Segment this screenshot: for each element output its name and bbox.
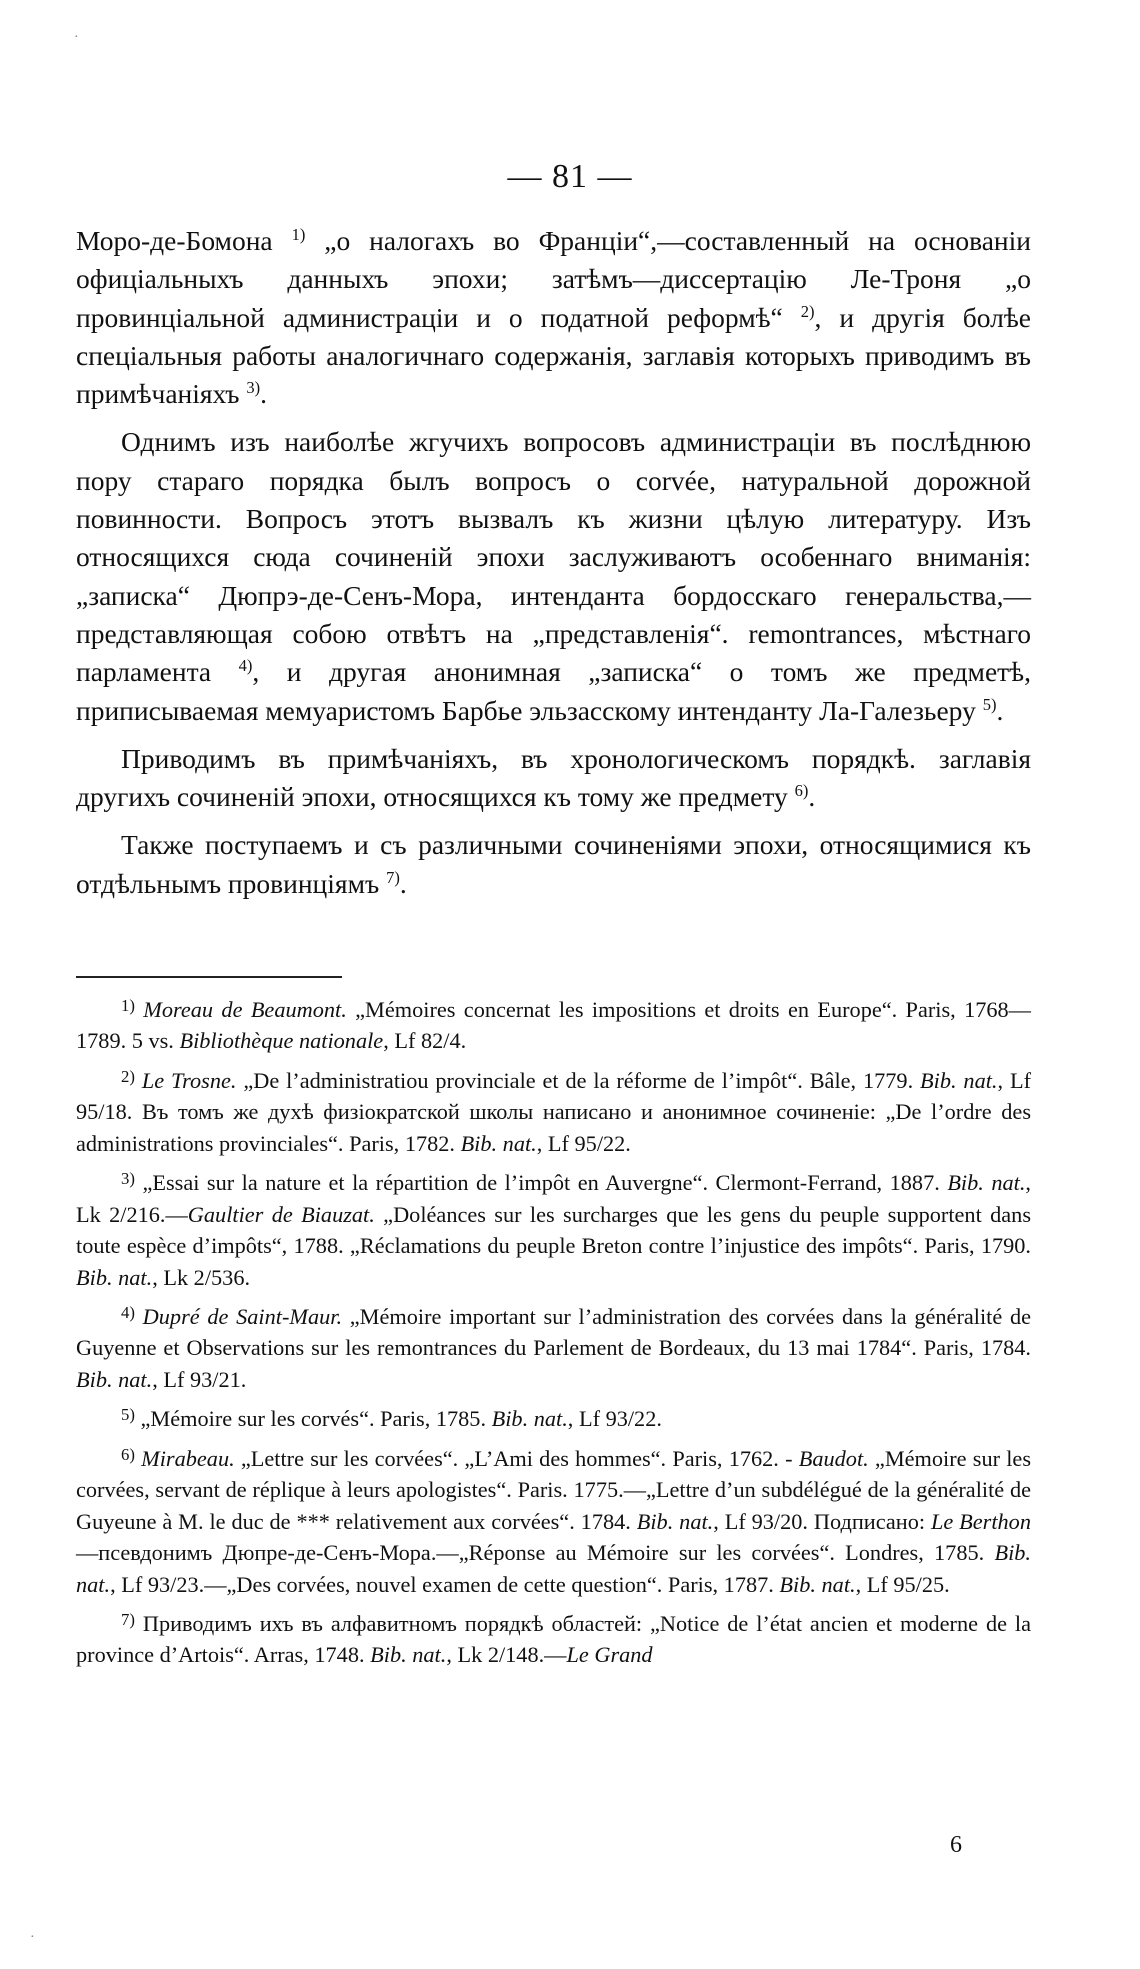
scan-speck: · [30, 1930, 35, 1945]
footnote-ref: 6) [794, 781, 809, 801]
footnote [76, 1399, 1031, 1434]
text-run: „Mémoire sur les corvées, servant de réplique à leurs apologistes“. Paris. 1775.—„Lettre d’un subdélégué de la généralité de Guyeune à M. le duc de *** relativement aux corvées“. 1784. [76, 1445, 1031, 1534]
footnote [76, 1297, 1031, 1395]
italic-citation: Baudot. [798, 1445, 869, 1471]
text-run: , Lk 2/216.— [76, 1170, 1031, 1227]
text-run: , и другія болѣе спеціальныя работы аналогичнаго содержанія, заглавія которыхъ приводимъ въ примѣчаніяхъ [76, 301, 1032, 410]
text-run: , Lf 93/21. [152, 1366, 247, 1392]
text-run: Приводимъ въ примѣчаніяхъ, въ хронологическомъ порядкѣ. заглавія другихъ сочиненій эпохи, относящихся къ тому же предмету [76, 742, 1031, 813]
text-run: , Lf 93/23.—„Des corvées, nouvel examen de cette question“. Paris, 1787. [110, 1571, 780, 1597]
italic-citation: Bib. nat. [76, 1366, 153, 1392]
text-run: , и другая анонимная „записка“ о томъ же предметѣ, приписываемая мемуаристомъ Барбье эльзасскому интенданту Ла-Галезьеру [76, 656, 1031, 726]
text-run [135, 1304, 143, 1329]
text-run: , Lf 82/4. [383, 1028, 467, 1054]
paragraph [76, 826, 1031, 903]
italic-citation: Bib. nat. [779, 1571, 856, 1597]
footnote-ref: 3) [246, 378, 261, 398]
text-run: , Lf 93/20. Подписано: [713, 1508, 931, 1534]
text-run: „о налогахъ во Франціи“,—составленный на основаніи офиціальныхъ данныхъ эпохи; затѣмъ—диссертацію Ле-Троня „о провинціальной администраціи и о податной реформѣ“ [76, 225, 1032, 333]
italic-citation: Le Trosne. [141, 1067, 237, 1093]
text-run: . [808, 781, 816, 813]
paragraph [76, 222, 1031, 413]
footnote-number: 6) [121, 1444, 135, 1464]
main-text [76, 222, 1031, 913]
text-run: Также поступаемъ и съ различными сочиненіями эпохи, относящимися къ отдѣльнымъ провинціямъ [76, 829, 1031, 899]
italic-citation: Mirabeau. [141, 1445, 235, 1471]
footnote-ref: 5) [982, 694, 997, 714]
italic-citation: Le Grand [566, 1642, 653, 1668]
footnote-number: 3) [121, 1169, 135, 1189]
text-run: , Lf 95/18. Въ томъ же духѣ физіократской школы написано и анонимное сочиненіе: „De l’ordre des administrations provinciales“. Paris, 1782. [76, 1067, 1032, 1156]
footnote-number: 1) [121, 996, 135, 1015]
text-run: , Lk 2/148.— [446, 1642, 567, 1668]
page-number: — 81 — [507, 158, 633, 195]
text-run [135, 1068, 142, 1093]
italic-citation: Bib. nat. [76, 1540, 1031, 1597]
text-run: , Lf 95/22. [536, 1130, 631, 1156]
text-run: „Lettre sur les corvées“. „L’Ami des hommes“. Paris, 1762. - [234, 1445, 799, 1471]
text-run: , Lk 2/536. [152, 1264, 251, 1290]
footnote [76, 1439, 1031, 1600]
italic-citation: Le Berthon [930, 1508, 1031, 1534]
text-run: . [996, 694, 1004, 726]
italic-citation: Gaultier de Biauzat. [187, 1201, 375, 1227]
italic-citation: Bibliothèque nationale [179, 1028, 384, 1054]
footnotes [76, 990, 1031, 1675]
footnote-ref: 4) [238, 656, 253, 676]
footnote [76, 1163, 1031, 1293]
text-run: „Mémoire sur les corvés“. Paris, 1785. [134, 1406, 492, 1432]
printer-signature: 6 [950, 1832, 962, 1858]
footnote [76, 1604, 1031, 1671]
scan-speck: · [74, 30, 79, 45]
text-run: , Lf 95/25. [855, 1571, 950, 1597]
footnote-number: 7) [121, 1610, 135, 1630]
text-run: „De l’administratiou provinciale et de la réforme de l’impôt“. Bâle, 1779. [236, 1067, 921, 1093]
italic-citation: Bib. nat. [491, 1406, 568, 1432]
text-run: Моро-де-Бомона [76, 225, 292, 256]
italic-citation: Bib. nat. [370, 1642, 447, 1668]
footnote [76, 990, 1031, 1057]
italic-citation: Bib. nat. [76, 1264, 153, 1290]
footnote-ref: 2) [800, 301, 815, 321]
footnote-number: 5) [121, 1405, 135, 1425]
text-run: . [399, 867, 407, 899]
footnote-ref: 7) [386, 867, 400, 887]
text-run: Однимъ изъ наиболѣе жгучихъ вопросовъ администраціи въ послѣднюю пору стараго порядка былъ вопросъ о corvée, натуральной дорожной повинности. Вопросъ этотъ вызвалъ къ жизни цѣлую литературу. Изъ относящихся сюда сочиненій эпохи заслуживаютъ особеннаго вниманія: „записка“ Дюпрэ-де-Сенъ-Мора, интенданта бордосскаго генеральства,—представляющая собою отвѣтъ на „представленія“. remontrances, мѣстнаго парламента [76, 426, 1031, 688]
paragraph [76, 423, 1031, 729]
footnote-number: 2) [121, 1066, 135, 1086]
footnote [76, 1061, 1031, 1159]
footnote-number: 4) [121, 1303, 135, 1323]
text-run: , Lf 93/22. [567, 1406, 662, 1432]
italic-citation: Moreau de Beaumont. [143, 996, 347, 1022]
text-run: —псевдонимъ Дюпре-де-Сенъ-Мора.—„Réponse au Mémoire sur les corvées“. Londres, 1785. [76, 1540, 995, 1566]
paragraph [76, 740, 1031, 817]
italic-citation: Bib. nat. [920, 1067, 998, 1093]
footnote-ref: 1) [291, 225, 306, 245]
footnote-divider [76, 976, 342, 978]
italic-citation: Dupré de Saint-Maur. [142, 1303, 343, 1329]
text-run: „Doléances sur les surcharges que les gens du peuple supportent dans toute espèce d’impôts“, 1788. „Réclamations du peuple Breton contre l’injustice des impôts“. Paris, 1790. [76, 1201, 1031, 1259]
text-run: „Essai sur la nature et la répartition de l’impôt en Auvergne“. Clermont-Ferrand, 1887. [134, 1170, 948, 1196]
italic-citation: Bib. nat. [636, 1508, 714, 1534]
italic-citation: Bib. nat. [460, 1130, 537, 1156]
text-run: „Mémoire important sur l’administration des corvées dans la généralité de Guyenne et Observations sur les remontrances du Parlement de Bordeaux, du 13 mai 1784“. Paris, 1784. [76, 1303, 1032, 1361]
text-run: „Mémoires concernat les impositions et droits en Europe“. Paris, 1768—1789. 5 vs. [76, 996, 1031, 1054]
italic-citation: Bib. nat. [947, 1170, 1026, 1196]
text-run: Приводимъ ихъ въ алфавитномъ порядкѣ областей: „Notice de l’état ancien et moderne de la province d’Artois“. Arras, 1748. [76, 1610, 1031, 1668]
text-run: . [260, 378, 267, 410]
